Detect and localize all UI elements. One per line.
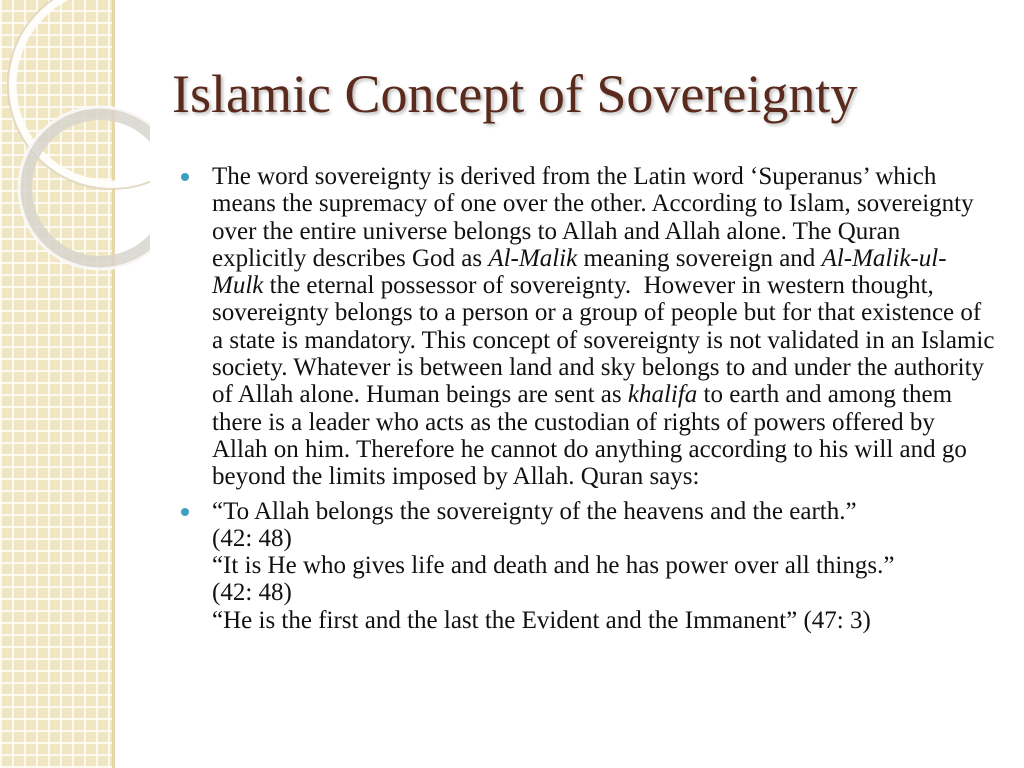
text-segment: meaning sovereign and [577,244,822,272]
bullet-list [180,163,1001,641]
decorative-rings [0,0,150,300]
quote-line: “To Allah belongs the sovereignty of the heavens and the earth.” [212,497,857,525]
quote-reference: (42: 48) [212,579,292,607]
term-khalifa: khalifa [627,381,698,409]
slide-title: Islamic Concept of Sovereignty [172,64,858,124]
quote-reference: (42: 48) [212,524,292,552]
text-segment: the eternal possessor of sovereignty. However in western thought, sovereignty belongs to a person or a group of people but for that existence of a state is mandatory. This concept of sovereignty is not validated in an Islamic society. Whatever is between land and sky belongs to and under the authority of Allah alone. Human beings are sent as [212,272,1001,409]
quran-quotes [212,498,995,634]
bullet-item-quotes [180,498,995,634]
bullet-dot-icon [181,508,189,516]
text-segment: The word sovereignty is derived from the Latin word ‘Superanus’ which means the supremacy of one over the other. According to Islam, sovereignty over the entire universe belongs to Allah and Allah alone. The Quran explicitly describes God as [212,163,980,272]
bullet-item-definition [180,163,1001,491]
term-al-malik-ul-mulk: Al-Malik-ul-Mulk [212,244,947,300]
quote-line: “It is He who gives life and death and he has power over all things.” [212,552,895,580]
term-al-malik: Al-Malik [488,244,578,272]
quote-line: “He is the first and the last the Evident and the Immanent” (47: 3) [212,606,871,634]
text-segment: to earth and among them there is a leader who acts as the custodian of rights of powers offered by Allah on him. Therefore he cannot do anything according to his will and go beyond the limits imposed by Allah. Quran says: [212,381,974,491]
bullet-dot-icon [181,173,189,181]
definition-paragraph [212,163,1001,491]
